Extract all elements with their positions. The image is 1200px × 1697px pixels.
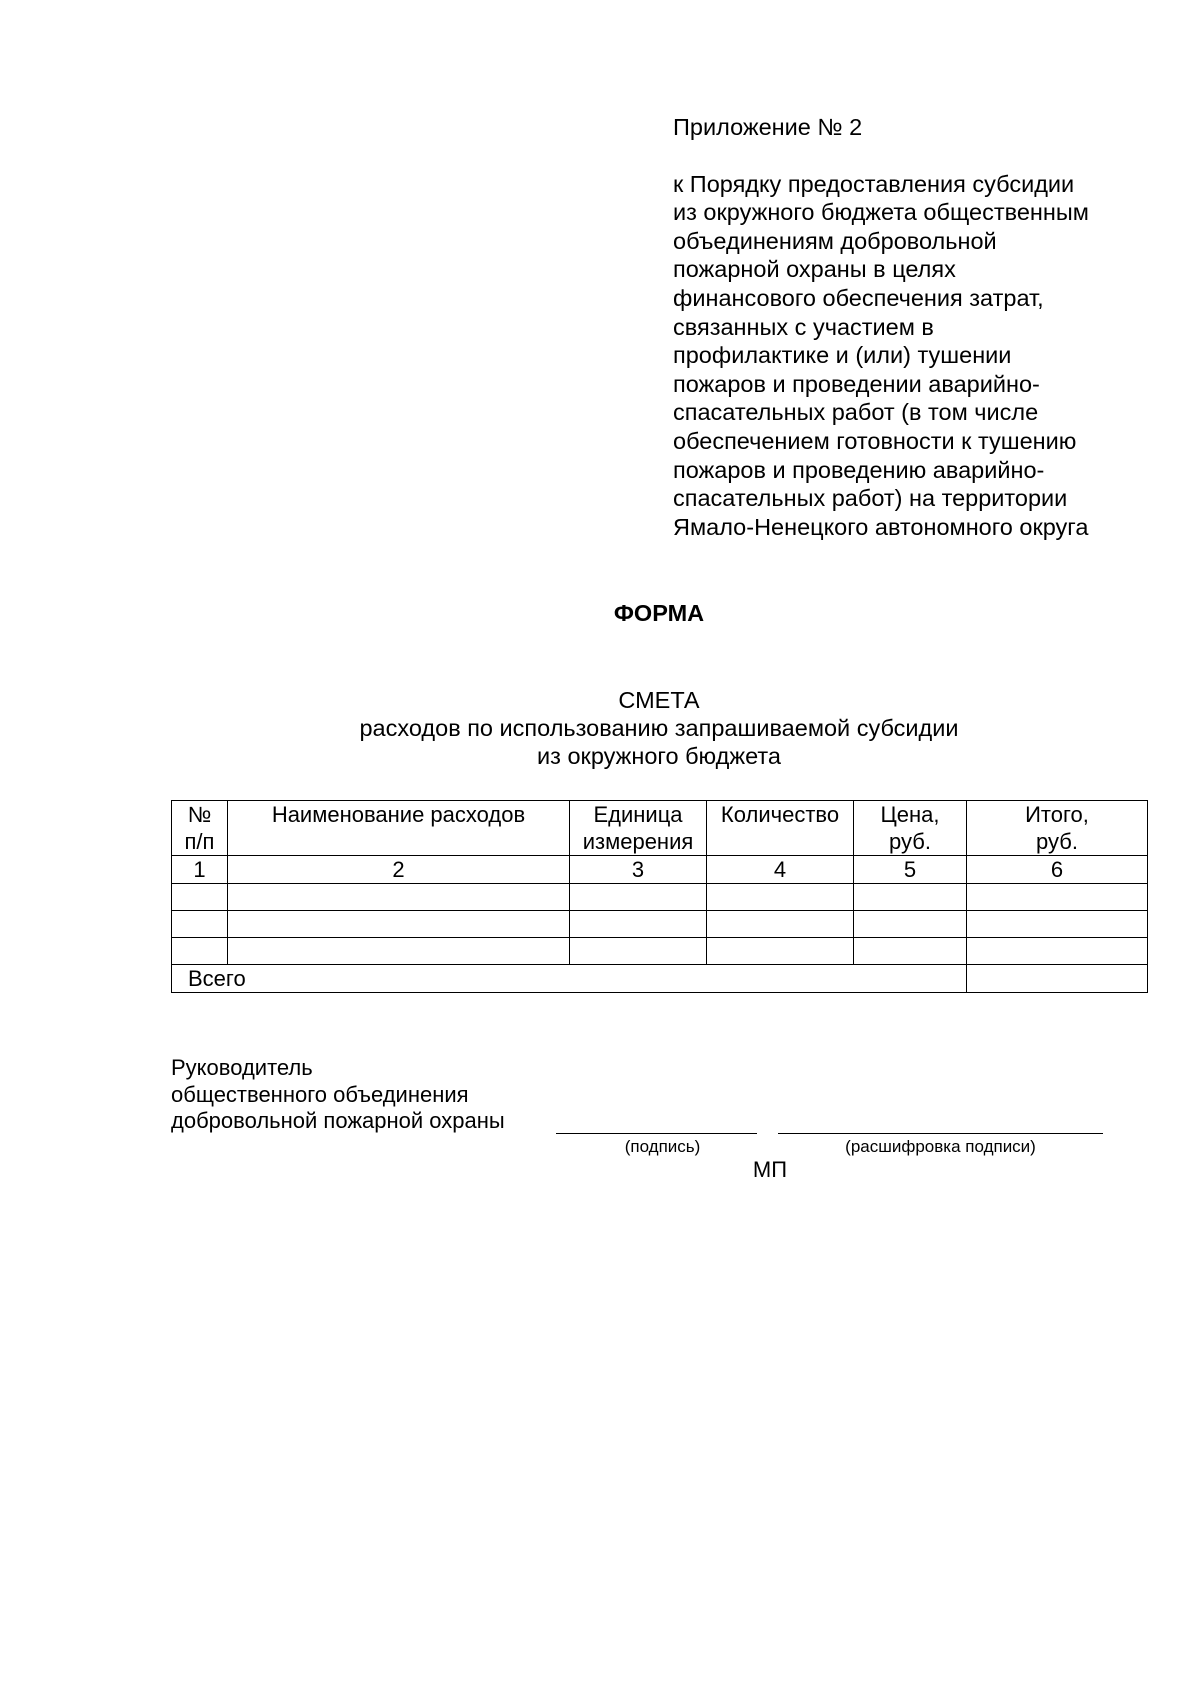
signature-line <box>556 1133 757 1134</box>
form-label: ФОРМА <box>613 600 705 626</box>
appendix-body <box>673 170 1173 542</box>
table-cell <box>570 884 707 911</box>
header-cell-total <box>967 801 1148 856</box>
appendix-line: профилактике и (или) тушении <box>673 342 1012 369</box>
table-cell <box>228 911 570 938</box>
table-cell <box>707 938 854 965</box>
table-cell <box>172 911 228 938</box>
estimate-subtitle: из окружного бюджета <box>537 743 781 769</box>
table-cell <box>967 911 1148 938</box>
table-cell <box>967 938 1148 965</box>
header-text: Количество <box>720 802 840 827</box>
estimate-title: СМЕТА <box>618 687 700 713</box>
signatory-line: Руководитель <box>171 1055 313 1080</box>
header-text: Итого, <box>1025 802 1089 827</box>
table-cell <box>854 911 967 938</box>
table-cell <box>854 938 967 965</box>
header-text: руб. <box>889 829 931 854</box>
total-value-cell <box>967 965 1148 993</box>
table-cell <box>854 884 967 911</box>
signature-decoding-caption: (расшифровка подписи) <box>845 1137 1036 1156</box>
header-cell-number <box>172 801 228 856</box>
total-row <box>172 965 1148 993</box>
appendix-line: пожаров и проведению аварийно- <box>673 456 1045 483</box>
header-text: Цена, <box>880 802 940 827</box>
table-cell <box>707 884 854 911</box>
header-cell-quantity <box>707 801 854 856</box>
column-number: 4 <box>707 856 854 884</box>
table-row <box>172 938 1148 965</box>
appendix-line: пожаров и проведении аварийно- <box>673 370 1040 397</box>
header-cell-price <box>854 801 967 856</box>
column-number-row <box>172 856 1148 884</box>
column-number: 2 <box>228 856 570 884</box>
header-text: Наименование расходов <box>271 802 526 827</box>
column-number: 3 <box>570 856 707 884</box>
table-header-row <box>172 801 1148 856</box>
signature-caption: (подпись) <box>624 1137 701 1156</box>
table-cell <box>172 884 228 911</box>
appendix-line: связанных с участием в <box>673 313 934 340</box>
header-text: Единица <box>593 802 683 827</box>
appendix-title: Приложение № 2 <box>673 114 863 140</box>
appendix-line: финансового обеспечения затрат, <box>673 284 1044 311</box>
column-number: 1 <box>172 856 228 884</box>
appendix-block <box>673 113 1173 541</box>
table-row <box>172 911 1148 938</box>
signature-decoding-line <box>778 1133 1103 1134</box>
appendix-line: объединениям добровольной <box>673 227 997 254</box>
table-cell <box>570 911 707 938</box>
table-cell <box>570 938 707 965</box>
table-cell <box>228 884 570 911</box>
table-cell <box>172 938 228 965</box>
signature-block <box>171 1055 505 1135</box>
table-cell <box>707 911 854 938</box>
table-cell <box>967 884 1148 911</box>
appendix-line: пожарной охраны в целях <box>673 256 956 283</box>
estimate-heading <box>0 686 1200 770</box>
header-cell-unit <box>570 801 707 856</box>
header-text: п/п <box>184 829 215 854</box>
total-label: Всего <box>172 965 967 993</box>
header-text: руб. <box>1036 829 1078 854</box>
appendix-line: спасательных работ) на территории <box>673 485 1068 512</box>
appendix-line: спасательных работ (в том числе <box>673 399 1039 426</box>
stamp-label: МП <box>752 1157 788 1182</box>
column-number: 6 <box>967 856 1148 884</box>
header-cell-expense-name <box>228 801 570 856</box>
table-row <box>172 884 1148 911</box>
header-text: № <box>187 802 212 827</box>
signatory-line: общественного объединения <box>171 1081 469 1107</box>
appendix-line: обеспечением готовности к тушению <box>673 427 1077 454</box>
appendix-line: Ямало-Ненецкого автономного округа <box>673 513 1089 540</box>
appendix-line: к Порядку предоставления субсидии <box>673 170 1075 197</box>
column-number: 5 <box>854 856 967 884</box>
header-text: измерения <box>582 829 694 854</box>
signatory-line: добровольной пожарной охраны <box>171 1108 505 1133</box>
estimate-subtitle: расходов по использованию запрашиваемой субсидии <box>359 715 959 741</box>
expenses-table <box>171 800 1148 993</box>
table-cell <box>228 938 570 965</box>
appendix-line: из окружного бюджета общественным <box>673 199 1089 226</box>
